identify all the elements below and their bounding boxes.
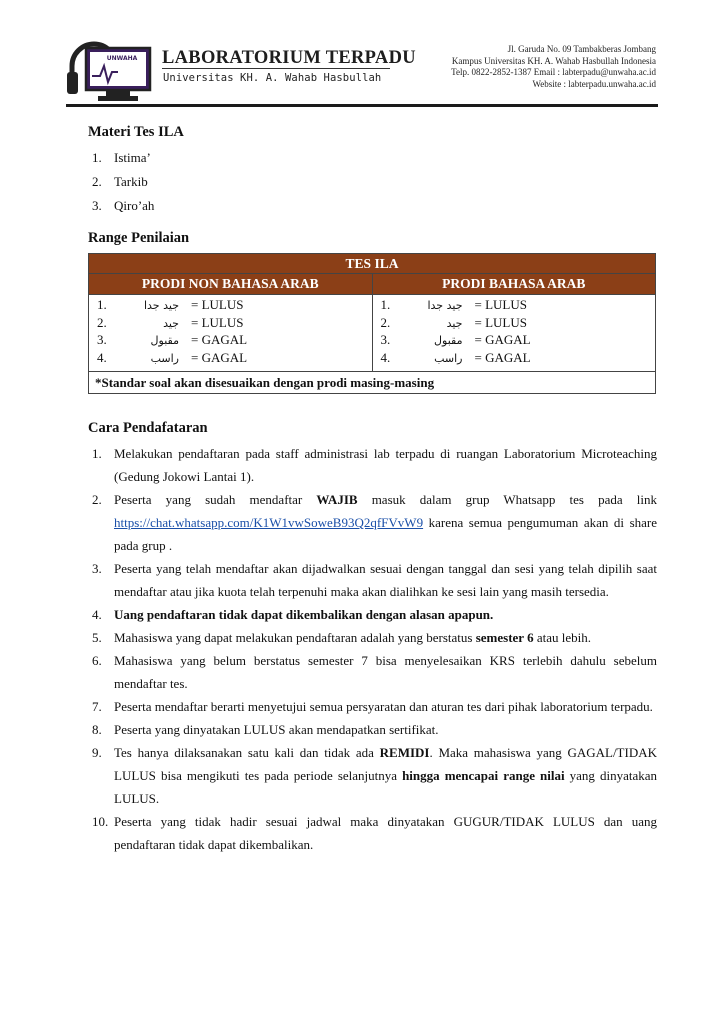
list-item: 2. Peserta yang sudah mendaftar WAJIB masuk dalam grup Whatsapp tes pada link https://chat.whatsapp.com/K1W1vwSoweB93Q2qfFVvW9 karena semua pengumuman akan di share pada grup . xyxy=(92,492,657,553)
list-item: 3. Peserta yang telah mendaftar akan dijadwalkan sesuai dengan tanggal dan sesi yang telah dipilih saat mendaftar atau jika kuota telah terpenuhi maka akan dialihkan ke sesi lain yang masih tersedia. xyxy=(92,561,657,599)
website-line: Website : labterpadu.unwaha.ac.id xyxy=(532,78,656,89)
list-item: 8. Peserta yang dinyatakan LULUS akan mendapatkan sertifikat. xyxy=(92,722,439,737)
grade-row: 4. راسب = GAGAL xyxy=(97,349,248,365)
address-line: Jl. Garuda No. 09 Tambakberas Jombang xyxy=(507,44,656,54)
university-name: Universitas KH. A. Wahab Hasbullah xyxy=(163,72,382,84)
headphone-monitor-logo-icon xyxy=(66,36,152,104)
grades-arab xyxy=(372,295,656,372)
materi-title: Materi Tes ILA xyxy=(88,124,184,140)
phone-email-line: Telp. 0822-2852-1387 Email : labterpadu@unwaha.ac.id xyxy=(451,67,656,77)
grade-row: 3. مقبول = GAGAL xyxy=(380,332,531,347)
range-title: Range Penilaian xyxy=(88,230,190,246)
col-header-arab: PRODI BAHASA ARAB xyxy=(372,274,656,295)
grades-non-arab xyxy=(89,295,373,372)
list-item: 4. Uang pendaftaran tidak dapat dikembalikan dengan alasan apapun. xyxy=(92,607,494,622)
list-item: 7. Peserta mendaftar berarti menyetujui semua persyaratan dan aturan tes dari pihak laboratorium terpadu. xyxy=(92,699,653,714)
materi-item-label: Istima’ xyxy=(114,150,151,165)
list-item: 3. Qiro’ah xyxy=(92,198,155,213)
grade-row: 1. جيد جدا = LULUS xyxy=(380,297,527,312)
logo-text: UNWAHA xyxy=(106,55,138,62)
grade-row: 3. مقبول = GAGAL xyxy=(97,332,248,347)
grade-row: 1. جيد جدا = LULUS xyxy=(97,297,244,312)
list-item: 6. Mahasiswa yang belum berstatus semester 7 bisa menyelesaikan KRS terlebih dahulu sebelum mendaftar tes. xyxy=(92,653,657,691)
table-note: *Standar soal akan disesuaikan dengan prodi masing-masing xyxy=(89,372,656,394)
campus-line: Kampus Universitas KH. A. Wahab Hasbullah Indonesia xyxy=(451,55,656,66)
list-item: 1. Melakukan pendaftaran pada staff administrasi lab terpadu di ruangan Laboratorium Microteaching (Gedung Jokowi Lantai 1). xyxy=(92,446,657,484)
grade-row: 4. راسب = GAGAL xyxy=(380,349,531,365)
list-item: 9. Tes hanya dilaksanakan satu kali dan tidak ada REMIDI. Maka mahasiswa yang GAGAL/TIDAK LULUS bisa mengikuti tes pada periode selanjutnya hingga mencapai range nilai yang dinyatakan LULUS. xyxy=(92,745,657,806)
registration-list xyxy=(92,442,657,856)
header-divider xyxy=(66,104,658,107)
table-title: TES ILA xyxy=(89,254,656,274)
list-item: 2. Tarkib xyxy=(92,174,148,189)
materi-list xyxy=(92,146,154,218)
title-underline xyxy=(162,68,390,69)
materi-item-label: Qiro’ah xyxy=(114,198,155,213)
list-item: 5. Mahasiswa yang dapat melakukan pendaftaran adalah yang berstatus semester 6 atau lebih. xyxy=(92,630,591,645)
grade-row: 2. جيد = LULUS xyxy=(97,314,244,330)
grading-table xyxy=(88,253,656,394)
contact-info xyxy=(451,44,656,90)
lab-title: LABORATORIUM TERPADU xyxy=(162,48,416,68)
list-item: 10. Peserta yang tidak hadir sesuai jadwal maka dinyatakan GUGUR/TIDAK LULUS dan uang pendaftaran tidak dapat dikembalikan. xyxy=(92,814,657,852)
materi-item-label: Tarkib xyxy=(114,174,148,189)
grade-row: 2. جيد = LULUS xyxy=(380,314,527,330)
whatsapp-group-link[interactable]: https://chat.whatsapp.com/K1W1vwSoweB93Q2qfFVvW9 xyxy=(114,515,424,530)
list-item: 1. Istima’ xyxy=(92,150,151,165)
letterhead xyxy=(66,34,658,106)
col-header-non-arab: PRODI NON BAHASA ARAB xyxy=(89,274,373,295)
registration-title: Cara Pendafataran xyxy=(88,420,208,436)
